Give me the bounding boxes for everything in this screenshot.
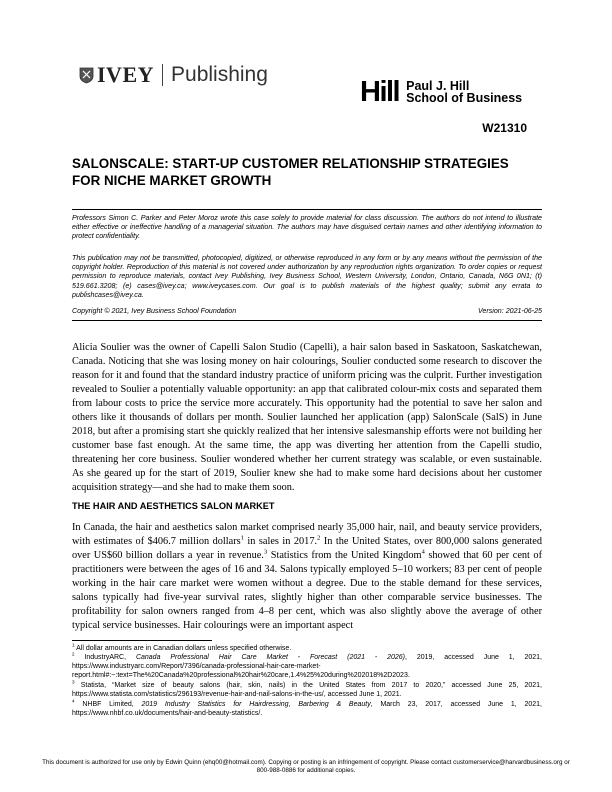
hill-school-line2: School of Business — [406, 91, 523, 105]
hill-wordmark: Hill — [360, 76, 400, 108]
publishing-wordmark: Publishing — [171, 63, 268, 86]
ivey-crest-icon — [79, 67, 94, 84]
license-footer-line1: This document is authorized for use only by Edwin Quinn (ehq00@hotmail.com). Copying or posting is an infringement of copyright. Please contact customerservice@harvardbusiness.org or — [42, 759, 570, 766]
footnote-ref: 2 — [317, 534, 321, 542]
footnote-4: $^4$ NHBF Limited, 2019 Industry Statistics for Hairdressing, Barbering & Beauty, March 23, 2017, accessed June 1, 2021, https://www.nhbf.co.uk/documents/hair-and-beauty-statistics/. — [72, 698, 542, 718]
hill-school-logo — [360, 76, 523, 108]
case-number: W21310 — [482, 121, 527, 135]
top-rule — [72, 209, 542, 210]
license-footer-line2: 800-988-0886 for additional copies. — [256, 767, 356, 774]
reproduction-notice: This publication may not be transmitted, photocopied, digitized, or otherwise reproduced in any form or by any means without the permission of the copyright holder. Reproduction of this material is not covered under authorization by any reproduction rights organization. To order copies or request permission to reproduce materials, contact Ivey Publishing, Ivey Business School, Western University, London, Ontario, Canada, N6G 0N1; (t) 519.661.3208; (e) cases@ivey.ca; www.iveycases.com. Our goal is to publish materials of the highest quality; submit any errata to publishcases@ivey.ca. — [72, 254, 542, 299]
footnote-2: $^2$ IndustryARC, Canada Professional Hair Care Market - Forecast (2021 - 2026), 2019, accessed June 1, 2021, https://www.industryarc.com/Report/7396/canada-professional-hair-care-market-report.html#:~:text=The%20Canada%20professional%20hair%20care,1.4%25%20during%202018%2D2023. — [72, 651, 542, 680]
copyright-row — [72, 307, 542, 315]
license-footer — [0, 759, 612, 775]
footnote-ref: 3 — [263, 548, 268, 556]
case-title-line1: SALONSCALE: START-UP CUSTOMER RELATIONSHIP STRATEGIES — [72, 156, 509, 171]
footnote-ref: 4 — [421, 548, 425, 556]
hill-school-line1: Paul J. Hill — [406, 79, 470, 93]
ivey-publishing-logo — [79, 62, 268, 88]
copyright-text: Copyright © 2021, Ivey Business School Foundation — [72, 307, 237, 315]
authorship-disclaimer: Professors Simon C. Parker and Peter Moroz wrote this case solely to provide material for class discussion. The authors do not intend to illustrate either effective or ineffective handling of a managerial situation. The authors may have disguised certain names and other identifying information to protect confidentiality. — [72, 214, 542, 241]
case-title-line2: FOR NICHE MARKET GROWTH — [72, 173, 272, 188]
market-paragraph: In Canada, the hair and aesthetics salon market comprised nearly 35,000 hair, nail, and beauty service providers, with estimates of $406.7 million dollars$^1$ in sales in 2017.$^2$ In the United States, over 800,000 salons generated over US$60 billion dollars a year in revenue.$^3$ Statistics from the United Kingdom$^4$ showed that 60 per cent of practitioners were between the ages of 16 and 34. Salons typically employed 5–10 workers; 83 per cent of people working in the hair care market were women without a degree. Due to the stable demand for these services, salons typically had five-year survival rates, slightly higher than other comparable service businesses. The profitability for salon owners ranged from 4–8 per cent, which was also slightly above the average of other typical service businesses. Hair colourings were an important aspect — [72, 522, 542, 631]
intro-paragraph: Alicia Soulier was the owner of Capelli Salon Studio (Capelli), a hair salon based in Saskatoon, Saskatchewan, Canada. Noticing that she was losing money on hair colourings, Soulier conducted some research to discover the reason for it and found that the standard industry practice of uniform pricing was the culprit. Further investigation revealed to Soulier a potentially valuable opportunity: an app that calibrated colour-mix costs and separated them from labour costs to price the service more accurately. This opportunity had the potential to save her salon and others like it thousands of dollars per month. Soulier launched her application (app) SalonScale (SalS) in June 2018, but after a promising start she quickly realized that her intensive salesmanship efforts were not building her customer base fast enough. At the same time, the app was diverting her attention from the Capelli studio, threatening her core business. Soulier wondered whether her current strategy was scalable, or even sustainable. As she geared up for the start of 2019, Soulier knew she had to make some hard decisions about her customer acquisition strategy—and she had to make them soon. — [72, 342, 542, 493]
footnote-ref: 1 — [240, 534, 244, 542]
footnote-1: $^1$ All dollar amounts are in Canadian dollars unless specified otherwise. — [72, 642, 292, 652]
footnote-3: $^3$ Statista, “Market size of beauty salons (hair, skin, nails) in the United States from 2017 to 2020,” accessed June 25, 2021, https://www.statista.com/statistics/296193/revenue-hair-and-nail-salons-in-the-us/, accessed June 1, 2021. — [72, 679, 542, 699]
ivey-wordmark: IVEY — [97, 62, 155, 87]
bottom-rule — [72, 320, 542, 321]
version-text: Version: 2021-06-25 — [477, 307, 542, 315]
hill-school-name — [406, 80, 522, 104]
section-heading: THE HAIR AND AESTHETICS SALON MARKET — [72, 501, 275, 511]
case-title — [72, 155, 552, 189]
footnote-rule — [72, 640, 212, 641]
logo-divider — [162, 64, 163, 86]
